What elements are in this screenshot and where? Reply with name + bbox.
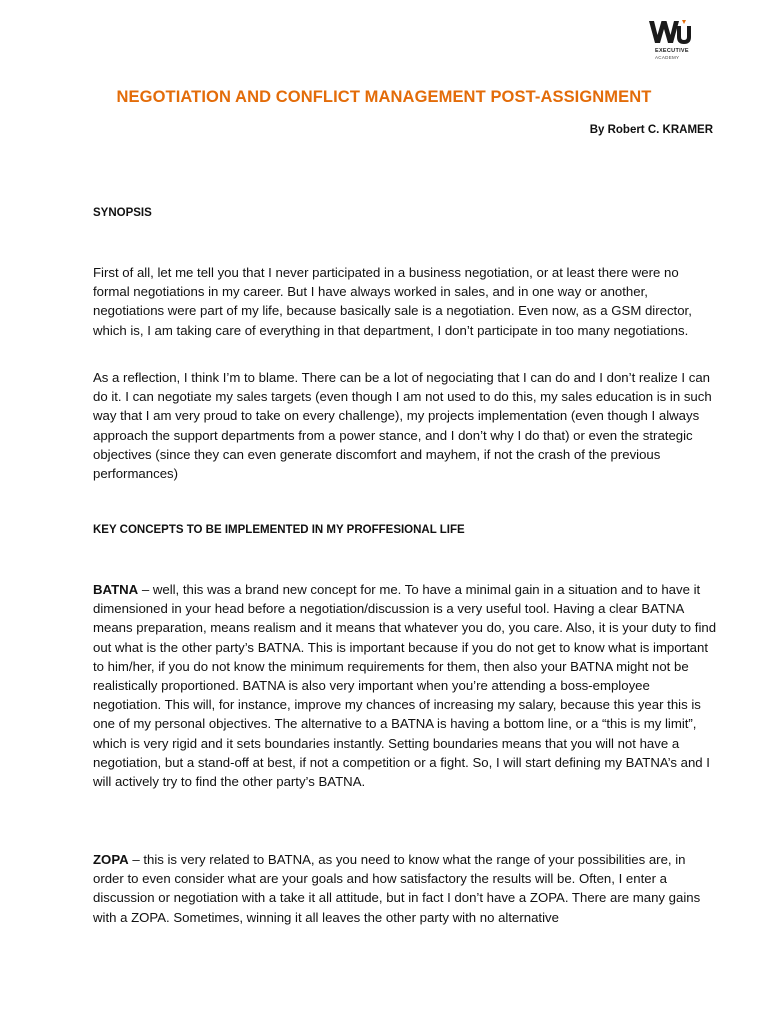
wu-logo-mark-icon [648, 18, 692, 48]
batna-paragraph [93, 580, 718, 791]
synopsis-paragraph-1: First of all, let me tell you that I never participated in a business negotiation, or at least there were no formal negotiations in my career. But I have always worked in sales, and in one way or another, negotiations were part of my life, because basically sale is a negotiation. Even now, as a GSM director, which is, I am taking care of everything in that department, I don’t participate in too many negotiations. [93, 265, 692, 338]
wu-executive-academy-logo [648, 18, 708, 62]
zopa-paragraph [93, 850, 718, 927]
author-line: By Robert C. KRAMER [589, 124, 713, 136]
key-concepts-heading: KEY CONCEPTS TO BE IMPLEMENTED IN MY PROFFESIONAL LIFE [93, 524, 465, 536]
logo-text-executive: EXECUTIVE [655, 48, 689, 54]
logo-text-academy: ACADEMY [655, 55, 680, 60]
zopa-text: – this is very related to BATNA, as you need to know what the range of your possibilities are, in order to even consider what are your goals and how satisfactory the results will be. Often, I enter a discussion or negotiation with a take it all attitude, but in fact I don’t have a ZOPA. There are many gains with a ZOPA. Sometimes, winning it all leaves the other party with no alternative [93, 852, 701, 925]
synopsis-paragraph-2: As a reflection, I think I’m to blame. There can be a lot of negociating that I can do and I don’t realize I can do it. I can negotiate my sales targets (even though I am not used to do this, my sales education is in such way that I am very proud to take on every challenge), my projects implementation (even though I always approach the support departments from a power stance, and I don’t why I do that) or even the strategic objectives (since they can even generate discomfort and mayhem, if not the crash of the previous performances) [93, 370, 712, 482]
batna-text: – well, this was a brand new concept for me. To have a minimal gain in a situation and to have it dimensioned in your head before a negotiation/discussion is a very useful tool. Having a clear BATNA means preparation, means realism and it means that whatever you do, you care. Also, it is your duty to find out what is the other party’s BATNA. This is important because if you do not get to know what is important to him/her, if you do not know the minimum requirements for them, then also your BATNA might not be realistically proportioned. BATNA is also very important when you’re attending a boss-employee negotiation. This will, for instance, improve my chances of increasing my salary, because this year this is one of my personal objectives. The alternative to a BATNA is having a bottom line, or a “this is my limit”, which is very rigid and it sets boundaries instantly. Setting boundaries means that you will not have a negotiation, but a stand-off at best, if not a competition or a fight. So, I will start defining my BATNA’s and I will actively try to find the other party’s BATNA. [93, 582, 717, 790]
zopa-term: ZOPA [93, 852, 129, 867]
batna-term: BATNA [93, 582, 139, 597]
document-title: NEGOTIATION AND CONFLICT MANAGEMENT POST-ASSIGNMENT [116, 88, 652, 106]
synopsis-heading: SYNOPSIS [93, 207, 152, 219]
